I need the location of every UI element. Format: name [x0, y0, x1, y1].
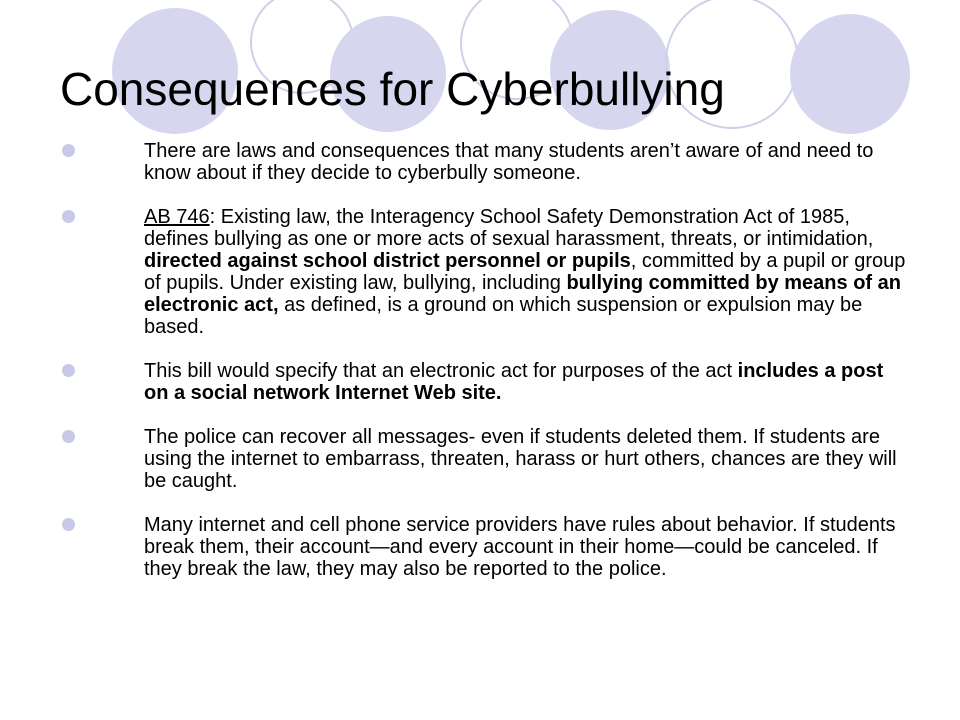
bullet-text: : Existing law, the Interagency School Safety Demonstration Act of 1985, defines bullying as one or more acts of sexual harassment, threats, or intimidation,: [144, 206, 874, 250]
bold-text: directed against school district personnel or pupils: [144, 250, 631, 272]
bullet-text: The police can recover all messages- even if students deleted them. If students are using the internet to embarrass, threaten, harass or hurt others, chances are they will be caught.: [144, 426, 897, 492]
bullet-item: [62, 426, 912, 492]
bullet-item: [62, 514, 912, 580]
bullet-text: as defined, is a ground on which suspension or expulsion may be based.: [144, 294, 863, 338]
bullet-dot-icon: [62, 518, 75, 531]
bullet-text: Many internet and cell phone service providers have rules about behavior. If students break them, their account—and every account in their home—could be canceled. If they break the law, they may also be reported to the police.: [144, 514, 896, 580]
bullet-text: This bill would specify that an electronic act for purposes of the act: [144, 360, 738, 382]
bullet-text: , committed by a pupil or group of pupils. Under existing law, bullying, including: [144, 250, 906, 294]
bullet-dot-icon: [62, 364, 75, 377]
bold-text: bullying committed by means of an electronic act,: [144, 272, 901, 316]
bold-text: includes a post on a social network Internet Web site.: [144, 360, 884, 404]
bullet-item: [62, 360, 912, 404]
decorative-circle: [790, 14, 910, 134]
bullet-dot-icon: [62, 144, 75, 157]
bullet-item: [62, 140, 912, 184]
bullet-text: There are laws and consequences that many students aren’t aware of and need to know about if they decide to cyberbully someone.: [144, 140, 874, 184]
bill-link[interactable]: AB 746: [144, 206, 210, 228]
bullet-dot-icon: [62, 210, 75, 223]
bullet-item: [62, 206, 912, 338]
slide-title: Consequences for Cyberbullying: [60, 63, 725, 115]
bullet-dot-icon: [62, 430, 75, 443]
bullet-list: [62, 140, 912, 602]
